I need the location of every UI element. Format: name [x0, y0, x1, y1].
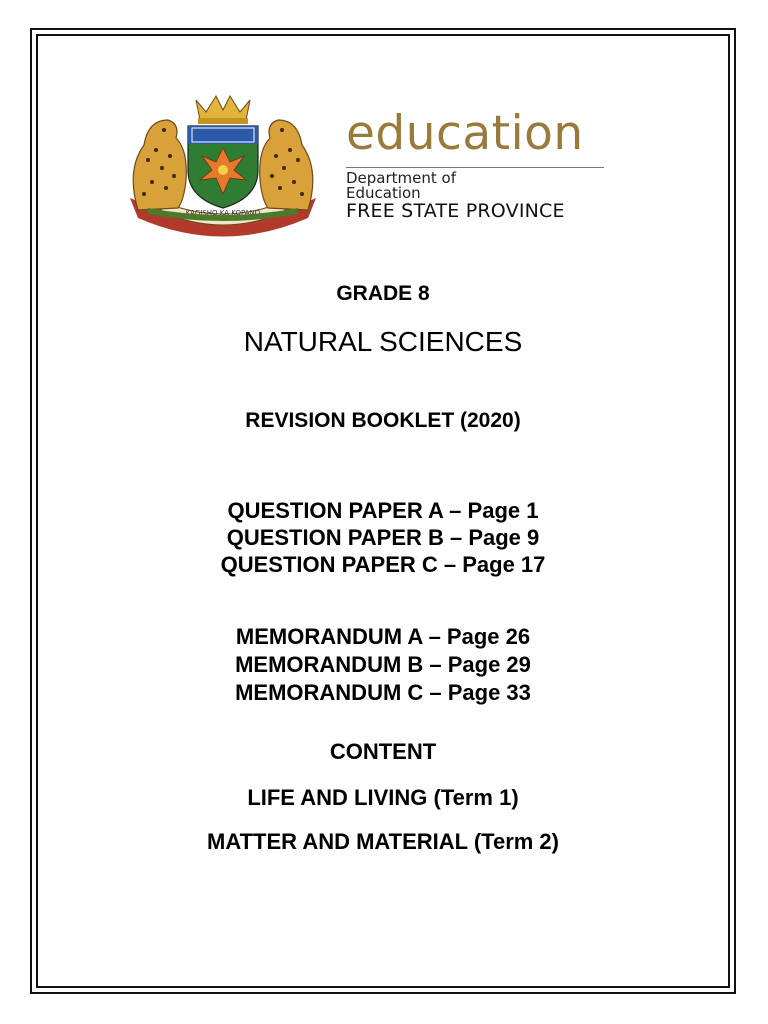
question-paper-c: QUESTION PAPER C – Page 17: [220, 552, 546, 577]
content-item-life-and-living: LIFE AND LIVING (Term 1): [247, 785, 519, 810]
province-name: FREE STATE PROVINCE: [346, 200, 565, 222]
coat-of-arms-icon: [118, 90, 328, 240]
question-paper-a: QUESTION PAPER A – Page 1: [227, 498, 539, 523]
grade-heading: GRADE 8: [336, 282, 430, 305]
department-logo: [118, 90, 618, 240]
question-paper-b: QUESTION PAPER B – Page 9: [226, 525, 540, 550]
brand-divider: [346, 167, 604, 168]
dept-line-1: Department of: [346, 169, 456, 187]
brand-wordmark: education: [346, 106, 584, 161]
content-item-matter-and-material: MATTER AND MATERIAL (Term 2): [207, 829, 559, 854]
memorandum-b: MEMORANDUM B – Page 29: [235, 652, 531, 677]
memorandum-c: MEMORANDUM C – Page 33: [235, 680, 531, 705]
content-heading: CONTENT: [329, 739, 437, 764]
motto-text: KAGISHO KA KOPANO: [185, 209, 261, 217]
memorandum-a: MEMORANDUM A – Page 26: [235, 624, 531, 649]
dept-line-2: Education: [346, 184, 421, 202]
booklet-title: REVISION BOOKLET (2020): [245, 409, 521, 432]
education-brand: [346, 106, 604, 222]
subject-title: NATURAL SCIENCES: [243, 326, 523, 357]
